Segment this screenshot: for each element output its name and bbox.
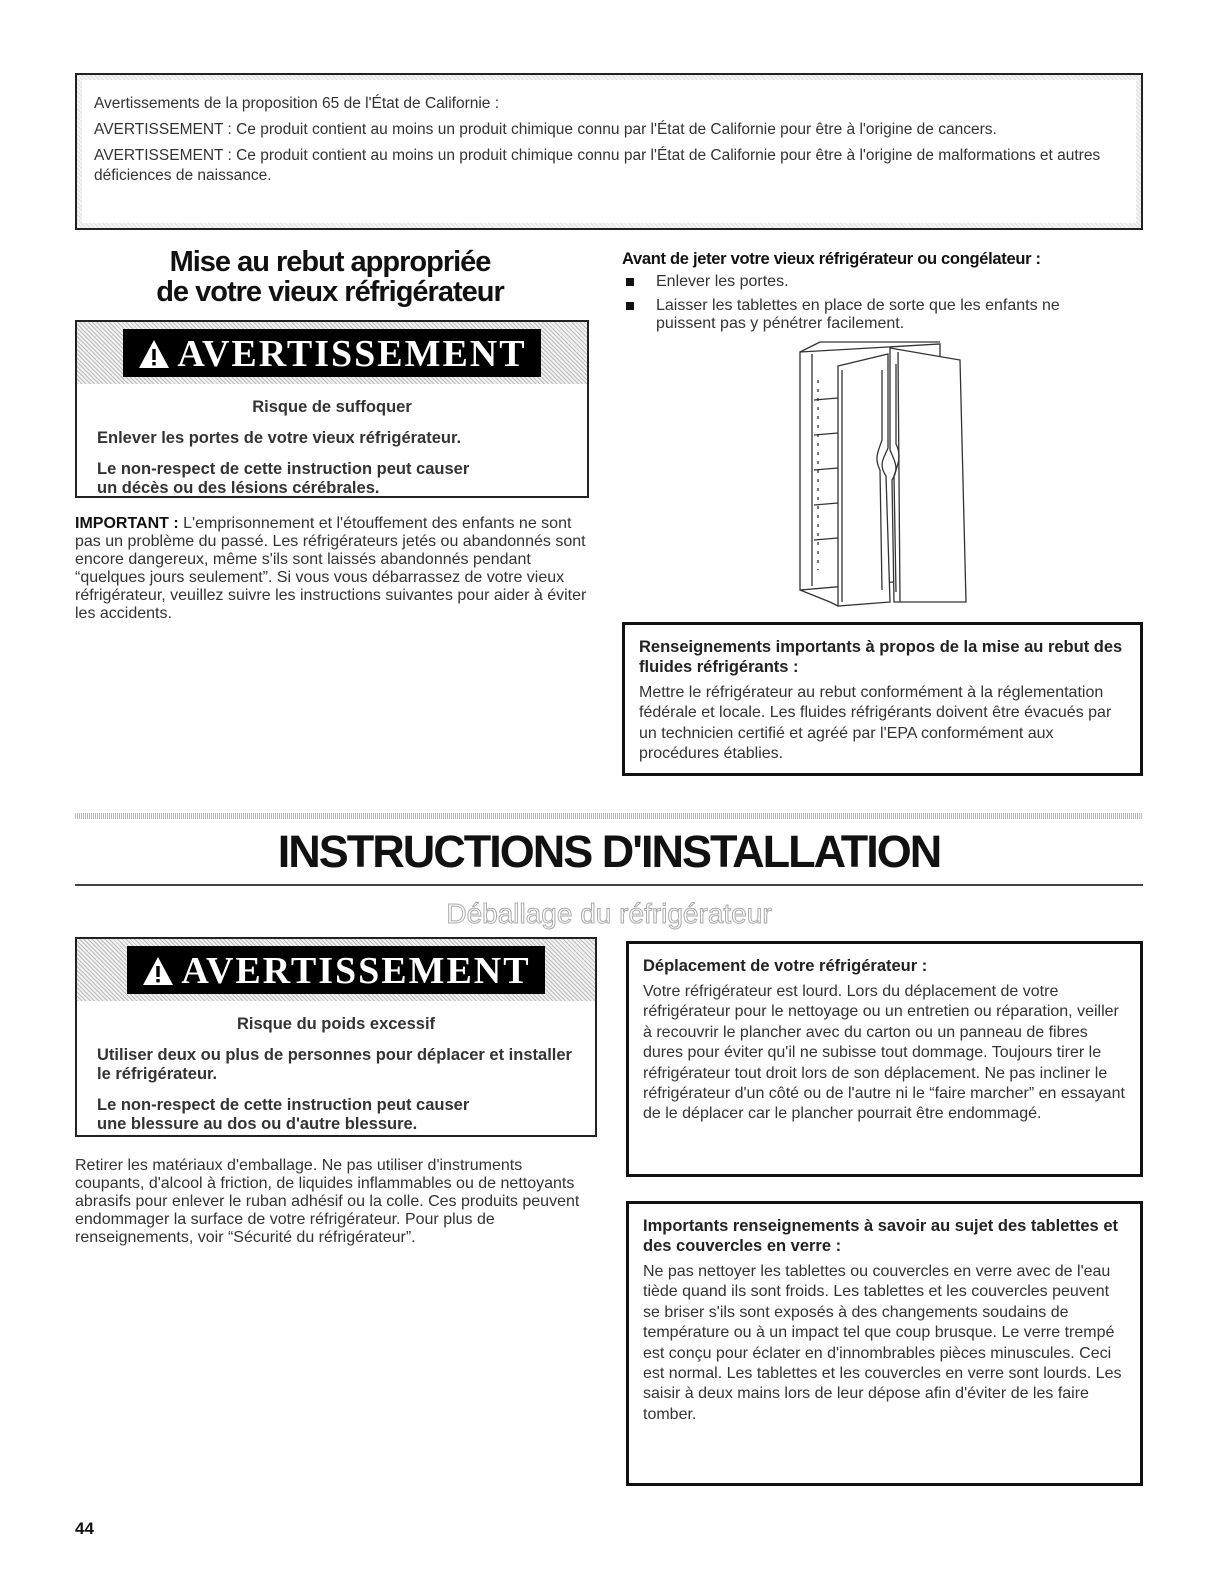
warning-consequence-line2: un décès ou des lésions cérébrales. [97, 479, 380, 497]
warning-banner [77, 322, 587, 384]
warning-banner-text: AVERTISSEMENT [177, 333, 527, 375]
important-text: L'emprisonnement et l'étouffement des enfants ne sont pas un problème du passé. Les réfrigérateurs jetés ou abandonnés sont encore dangereux, même s'ils sont laissés abandonnés pendant “quelques jours seulement”. Si vous vous débarrassez de votre vieux réfrigérateur, veuillez suivre les instructions suivantes pour aider à éviter les accidents. [75, 515, 587, 622]
warning-hazard: Risque du poids excessif [236, 1015, 436, 1033]
prop65-warning-cancer: AVERTISSEMENT : Ce produit contient au moins un produit chimique connu par l'État de Californie pour être à l'origine de cancers. [94, 121, 997, 138]
warning-consequence-line2: une blessure au dos ou d'autre blessure. [97, 1115, 418, 1133]
warning-triangle-icon [137, 338, 171, 370]
refrigerant-disposal-info-box [622, 622, 1143, 776]
warning-triangle-icon [141, 955, 175, 987]
warning-consequence [97, 460, 567, 498]
glass-info-title: Importants renseignements à savoir au sujet des tablettes et des couvercles en verre : [643, 1217, 1118, 1255]
warning-banner [77, 939, 595, 1001]
dotted-divider [75, 813, 1143, 819]
warning-label [123, 329, 540, 377]
warning-body [77, 384, 587, 496]
list-item-text: Enlever les portes. [656, 273, 789, 290]
disposal-heading-line1: Mise au rebut appropriée [169, 246, 491, 278]
disposal-heading-line2: de votre vieux réfrigérateur [156, 276, 504, 308]
warning-instruction: Enlever les portes de votre vieux réfrigérateur. [97, 429, 462, 447]
prop65-warning-birth: AVERTISSEMENT : Ce produit contient au moins un produit chimique connu par l'État de Californie pour être à l'origine de malformations et autres déficiences de naissance. [94, 147, 1101, 184]
prop65-notice [75, 73, 1143, 230]
warning-hazard: Risque de suffoquer [252, 398, 412, 416]
important-label: IMPORTANT : [75, 515, 179, 532]
refrigerant-info-text: Mettre le réfrigérateur au rebut conformément à la réglementation fédérale et locale. Les fluides réfrigérants doivent être évacués par un technicien certifié et agréé par l'EPA conformément aux procédures établies. [639, 684, 1112, 763]
remove-packaging-paragraph: Retirer les matériaux d'emballage. Ne pas utiliser d'instruments coupants, d'alcool à friction, de liquides inflammables ou de nettoyants abrasifs pour enlever le ruban adhésif ou la colle. Ces produits peuvent endommager la surface de votre réfrigérateur. Pour plus de renseignements, voir “Sécurité du réfrigérateur”. [75, 1157, 580, 1246]
list-item [622, 297, 1142, 333]
before-disposal-title: Avant de jeter votre vieux réfrigérateur ou congélateur : [622, 250, 1041, 268]
bullet-square-icon [626, 278, 634, 286]
bullet-square-icon [626, 302, 634, 310]
list-item [622, 273, 1142, 291]
moving-info-text: Votre réfrigérateur est lourd. Lors du déplacement de votre réfrigérateur pour le nettoyage ou un entretien ou réparation, veiller à recouvrir le plancher avec du carton ou un panneau de fibres dures pour éviter qu'il ne subisse tout dommage. Toujours tirer le réfrigérateur tout droit lors de son déplacement. Ne pas incliner le réfrigérateur d'un côté ou de l'autre ni le “faire marcher” en essayant de le déplacer car le plancher pourrait être endommagé. [643, 983, 1125, 1123]
warning-consequence-line1: Le non-respect de cette instruction peut causer [97, 460, 470, 478]
title-rule [75, 884, 1143, 886]
warning-consequence [97, 1096, 575, 1134]
warning-consequence-line1: Le non-respect de cette instruction peut causer [97, 1096, 470, 1114]
warning-banner-text: AVERTISSEMENT [181, 950, 531, 992]
before-disposal-section [622, 250, 1142, 333]
moving-refrigerator-info-box [626, 941, 1143, 1177]
glass-info-text: Ne pas nettoyer les tablettes ou couvercles en verre avec de l'eau tiède quand ils sont froids. Les tablettes et les couvercles peuvent se briser s'ils sont exposés à des changements soudains de température ou à un impact tel que coup brusque. Le verre trempé est conçu pour éclater en d'innombrables pièces minuscules. Ceci est normal. Les tablettes et les couvercles en verre sont lourds. Les saisir à deux mains lors de leur dépose afin d'éviter de les faire tomber. [643, 1263, 1122, 1423]
warning-body [77, 1001, 595, 1135]
prop65-heading: Avertissements de la proposition 65 de l'État de Californie : [94, 95, 500, 112]
important-paragraph [75, 515, 591, 623]
disposal-heading [120, 247, 540, 307]
warning-label [127, 946, 544, 994]
installation-title: INSTRUCTIONS D'INSTALLATION [277, 826, 941, 877]
refrigerant-info-title: Renseignements importants à propos de la mise au rebut des fluides réfrigérants : [639, 638, 1123, 676]
prop65-content [82, 80, 1136, 223]
glass-shelves-info-box [626, 1201, 1143, 1486]
warning-instruction: Utiliser deux ou plus de personnes pour déplacer et installer le réfrigérateur. [97, 1046, 572, 1083]
page-number: 44 [75, 1519, 94, 1538]
moving-info-title: Déplacement de votre réfrigérateur : [643, 957, 928, 975]
suffocation-warning-box [75, 320, 589, 498]
list-item-text: Laisser les tablettes en place de sorte que les enfants ne puissent pas y pénétrer facilement. [656, 297, 1060, 332]
unpacking-subtitle: Déballage du réfrigérateur [446, 898, 772, 929]
excessive-weight-warning-box [75, 937, 597, 1137]
refrigerator-doors-removed-illustration [790, 340, 975, 610]
